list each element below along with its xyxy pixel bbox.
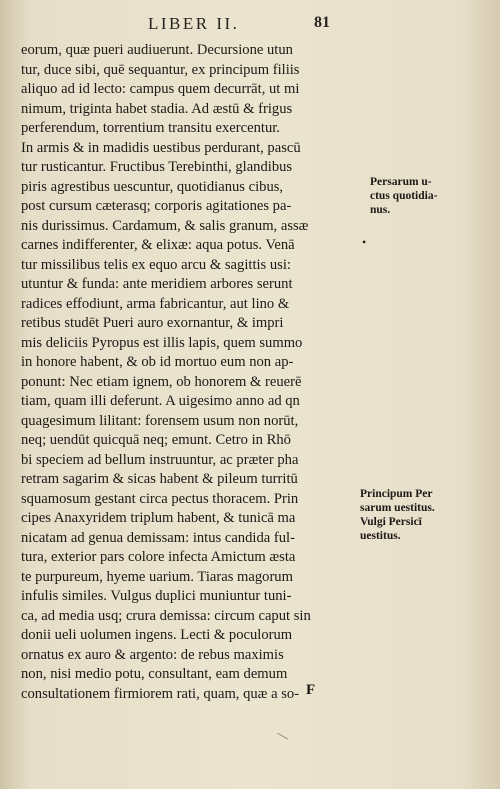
text-line: tura, exterior pars colore infecta Amictum æsta bbox=[21, 549, 296, 565]
text-line: infulis similes. Vulgus duplici muniuntur tuni- bbox=[21, 588, 292, 604]
text-line: retibus studēt Pueri auro exornantur, & impri bbox=[21, 315, 284, 331]
text-line: ca, ad media usq; crura demissa: circum caput sin bbox=[21, 607, 311, 624]
page-header bbox=[0, 14, 500, 36]
text-line: utuntur & funda: ante meridiem arbores serunt bbox=[21, 276, 293, 292]
text-line: consultationem firmiorem rati, quam, quæ a so- bbox=[21, 685, 300, 702]
text-line: post cursum cæterasq; corporis agitationes pa- bbox=[21, 198, 292, 214]
margin-note-line: uestitus. bbox=[360, 530, 401, 542]
text-line: aliquo ad id lecto: campus quem decurrāt, ut mi bbox=[21, 81, 300, 97]
main-text-block bbox=[21, 41, 366, 704]
text-line: cipes Anaxyridem triplum habent, & tunicā ma bbox=[21, 510, 296, 526]
text-line: quagesimum lilitant: forensem usum non norūt, bbox=[21, 412, 299, 429]
folio-number: 81 bbox=[314, 14, 330, 31]
text-line: eorum, quæ pueri audiuerunt. Decursione utun bbox=[21, 42, 293, 58]
margin-note-line: ctus quotidia- bbox=[370, 190, 438, 202]
text-line: perferendum, torrentium transitu exercentur. bbox=[21, 120, 280, 136]
margin-note-dress bbox=[360, 487, 435, 543]
text-line: tur, duce sibi, quē sequantur, ex principum filiis bbox=[21, 61, 300, 78]
text-line: nis durissimus. Cardamum, & salis granum, assæ bbox=[21, 217, 309, 234]
signature-mark: F bbox=[306, 682, 316, 698]
margin-note-diet bbox=[370, 175, 437, 217]
text-line: piris agrestibus uescuntur, quotidianus cibus, bbox=[21, 178, 284, 195]
margin-note-line: nus. bbox=[370, 204, 391, 216]
text-line: tur missilibus telis ex equo arcu & sagittis usi: bbox=[21, 256, 291, 273]
text-line: In armis & in madidis uestibus perdurant, pascū bbox=[21, 139, 301, 156]
text-line: ornatus ex auro & argento: de rebus maximis bbox=[21, 646, 284, 663]
text-line: bi speciem ad bellum instruuntur, ac præter pha bbox=[21, 451, 299, 468]
text-line: squamosum gestant circa pectus thoracem. Prin bbox=[21, 490, 299, 507]
margin-note-line: Persarum u- bbox=[370, 176, 432, 188]
margin-note-line: sarum uestitus. bbox=[360, 502, 435, 514]
text-line: nimum, triginta habet stadia. Ad æstū & frigus bbox=[21, 100, 293, 117]
page-corner-mark bbox=[277, 727, 291, 739]
text-line: nicatam ad genua demissam: intus candida ful- bbox=[21, 529, 295, 546]
margin-note-line: Vulgi Persicī bbox=[360, 516, 422, 528]
text-line: carnes indifferenter, & elixæ: aqua potus. Venā bbox=[21, 237, 295, 253]
text-line: tur rusticantur. Fructibus Terebinthi, glandibus bbox=[21, 159, 293, 175]
text-line: ponunt: Nec etiam ignem, ob honorem & reuerē bbox=[21, 373, 302, 390]
marginal-mark: • bbox=[362, 235, 367, 249]
text-line: donii ueli uolumen ingens. Lecti & poculorum bbox=[21, 627, 293, 643]
text-line: retram sagarim & sicas habent & pileum turritū bbox=[21, 471, 298, 487]
text-line: non, nisi medio potu, consultant, eam demum bbox=[21, 666, 288, 682]
margin-note-line: Principum Per bbox=[360, 488, 433, 500]
text-line: neq; uendūt quicquā neq; emunt. Cetro in Rhō bbox=[21, 432, 291, 448]
text-line: tiam, quam illi deferunt. A uigesimo anno ad qn bbox=[21, 393, 300, 409]
text-line: radices effodiunt, arma fabricantur, aut lino & bbox=[21, 295, 290, 312]
text-line: te purpureum, hyeme uarium. Tiaras magorum bbox=[21, 568, 293, 585]
text-line: in honore habent, & ob id mortuo eum non ap- bbox=[21, 354, 294, 370]
running-title: LIBER II. bbox=[148, 14, 240, 33]
text-line: mis deliciis Pyropus est illis lapis, quem summo bbox=[21, 334, 303, 351]
